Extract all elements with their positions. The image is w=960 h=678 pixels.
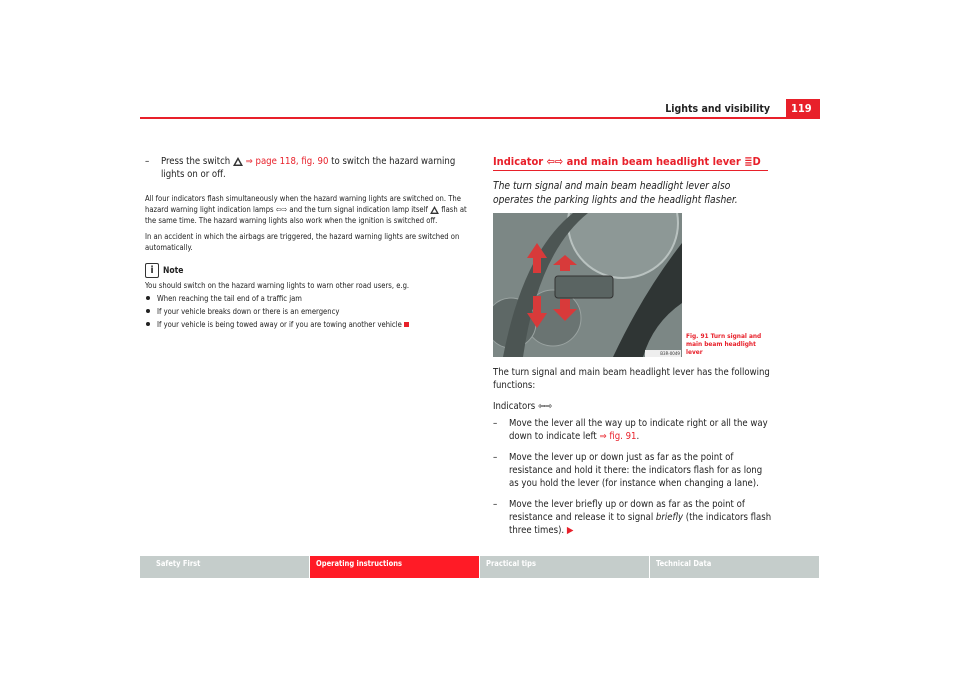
left-column — [145, 155, 470, 332]
hazard-triangle-icon — [430, 206, 439, 214]
end-square-icon — [404, 322, 409, 327]
lever-illustration — [493, 213, 682, 357]
section-heading — [493, 155, 768, 171]
turn-arrows-icon: ⇦⇨ — [275, 205, 288, 214]
lead-text: The turn signal and main beam headlight lever also operates the parking lights and the headlight flasher. — [493, 181, 738, 206]
section-title: Lights and visibility — [665, 103, 770, 115]
intro-text: The turn signal and main beam headlight lever has the following functions: — [493, 367, 770, 391]
emphasis: briefly — [655, 512, 684, 523]
note-intro: You should switch on the hazard warning lights to warn other road users, e.g. — [145, 281, 410, 290]
continue-arrow-icon: ▶ — [566, 525, 574, 536]
note-heading — [145, 263, 470, 278]
tab-technical-data[interactable]: Technical Data — [650, 556, 819, 578]
right-body — [493, 366, 773, 545]
turn-arrows-icon: ⇦⇨ — [546, 155, 564, 168]
text: . — [636, 431, 640, 442]
text: Press the switch — [161, 156, 231, 167]
list-item — [145, 319, 470, 330]
figure-caption: Fig. 91 Turn signal and main beam headlight lever — [686, 332, 762, 356]
para-hazard — [145, 193, 470, 226]
text: Indicator — [493, 155, 544, 168]
text: flash at the same time. The hazard warning lights also work when the ignition is switched off. — [145, 205, 467, 225]
subheading-indicators — [493, 400, 773, 413]
text: If your vehicle is being towed away or if you are towing another vehicle — [157, 320, 402, 329]
text: All four indicators flash simultaneously when the hazard warning lights are switched on. The hazard warning light indication lamps — [145, 194, 461, 214]
tab-safety-first[interactable]: Safety First — [140, 556, 309, 578]
text: and the turn signal indication lamp itself — [289, 205, 428, 214]
page-link[interactable]: ⇒ page 118, fig. 90 — [245, 156, 329, 167]
text: Move the lever all the way up to indicate right or all the way down to indicate left — [509, 418, 768, 442]
turn-arrows-icon: ⇦⇨ — [537, 401, 553, 412]
para-airbag: In an accident in which the airbags are triggered, the hazard warning lights are switched on automatically. — [145, 232, 460, 252]
footer-tabs — [140, 556, 820, 578]
step — [493, 498, 773, 537]
text: Indicators — [493, 401, 536, 412]
list-item: When reaching the tail end of a traffic jam — [145, 293, 470, 304]
tab-practical-tips[interactable]: Practical tips — [480, 556, 649, 578]
right-column — [493, 155, 773, 217]
tab-operating-instructions[interactable]: Operating instructions — [310, 556, 479, 578]
text: to switch the hazard warning lights on or off. — [161, 156, 456, 180]
list-item: If your vehicle breaks down or there is an emergency — [145, 306, 470, 317]
info-icon: i — [145, 263, 159, 278]
text: (the indicators flash three times). — [509, 512, 772, 536]
note-title: Note — [163, 266, 184, 276]
text: and main beam headlight lever — [566, 155, 741, 168]
main-beam-icon: ≣D — [744, 155, 761, 168]
figure-steering-lever — [493, 213, 682, 357]
step-hazard — [145, 155, 470, 181]
step: – Move the lever up or down just as far as the point of resistance and hold it there: the indicators flash for as long as you hold the lever (for instance when changing a lane). — [493, 451, 773, 490]
figure-code: B3R-0049 — [660, 352, 680, 357]
fig-link[interactable]: ⇒ fig. 91 — [599, 431, 637, 442]
page-number: 119 — [786, 99, 820, 118]
header-rule — [140, 117, 820, 119]
step — [493, 417, 773, 443]
text: Move the lever briefly up or down as far as the point of resistance and release it to signal — [509, 499, 745, 523]
hazard-triangle-icon — [233, 157, 243, 166]
